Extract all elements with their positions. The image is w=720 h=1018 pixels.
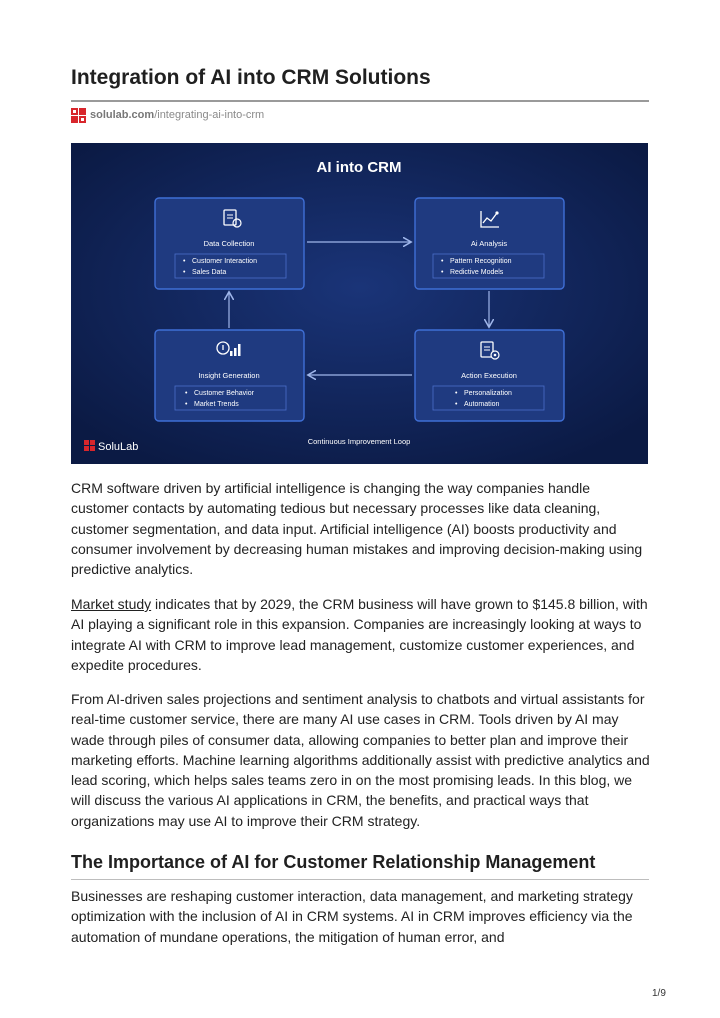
section-divider	[71, 879, 649, 880]
paragraph-text: indicates that by 2029, the CRM business will have grown to $145.8 billion, with AI playing a significant role in this expansion. Companies are increasingly looking at ways to integrate AI with CRM to improve lead management, customize customer experiences, and expedite procedures.	[71, 596, 648, 673]
brand-name: SoluLab	[98, 441, 139, 453]
page-number: 1/9	[652, 988, 666, 999]
box-title: Action Execution	[461, 371, 517, 380]
bullet-icon: •	[455, 401, 458, 408]
box-data-collection	[155, 198, 304, 289]
bullet-icon: •	[441, 269, 444, 276]
bullet-icon: •	[183, 258, 186, 265]
section-heading: The Importance of AI for Customer Relationship Management	[71, 852, 596, 872]
box-item: Customer Behavior	[194, 390, 254, 397]
box-item: Pattern Recognition	[450, 258, 512, 265]
bullet-icon: •	[185, 390, 188, 397]
box-item: Personalization	[464, 390, 512, 397]
box-item: Sales Data	[192, 269, 227, 276]
box-ai-analysis	[415, 198, 564, 289]
diagram-caption: Continuous Improvement Loop	[307, 437, 411, 446]
box-title: Data Collection	[203, 239, 255, 248]
bullet-icon: •	[455, 390, 458, 397]
paragraph: Businesses are reshaping customer interaction, data management, and marketing strategy optimization with the inclusion of AI in CRM systems. AI in CRM improves efficiency via the automation of mundane operations, the mitigation of human error, and	[71, 888, 633, 945]
source-domain[interactable]: solulab.com	[90, 109, 155, 121]
page-title: Integration of AI into CRM Solutions	[71, 66, 431, 89]
box-title: Insight Generation	[198, 371, 260, 380]
diagram-heading: AI into CRM	[316, 159, 402, 176]
ai-crm-diagram	[71, 143, 648, 464]
bullet-icon: •	[183, 269, 186, 276]
solulab-logo-icon	[71, 108, 86, 123]
box-item: Automation	[464, 401, 500, 408]
box-item: Customer Interaction	[192, 258, 257, 265]
box-insight-generation	[155, 330, 304, 421]
box-title: Ai Analysis	[470, 239, 508, 248]
market-study-link[interactable]: Market study	[71, 596, 152, 612]
box-item: Market Trends	[194, 401, 239, 408]
bullet-icon: •	[185, 401, 188, 408]
bullet-icon: •	[441, 258, 444, 265]
source-path[interactable]: /integrating-ai-into-crm	[154, 109, 265, 121]
paragraph	[71, 594, 651, 675]
box-item: Redictive Models	[450, 269, 504, 276]
paragraph: CRM software driven by artificial intelligence is changing the way companies handle customer contacts by automating tedious but necessary processes like data cleaning, customer segmentation, and data input. Artificial intelligence (AI) boosts productivity and consumer involvement by decreasing human mistakes and improving decision-making using predictive analytics.	[71, 480, 643, 578]
source-line	[71, 107, 264, 123]
paragraph: From AI-driven sales projections and sentiment analysis to chatbots and virtual assistants for real-time customer service, there are many AI use cases in CRM. Tools driven by AI may wade through piles of consumer data, allowing companies to better plan and improve their marketing efforts. Machine learning algorithms additionally assist with predictive analytics and lead scoring, which helps sales teams zero in on the most promising leads. In this blog, we will discuss the various AI applications in CRM, the benefits, and practical ways that organizations may use AI to improve their CRM strategy.	[71, 691, 650, 829]
box-action-execution	[415, 330, 564, 421]
title-divider	[71, 100, 649, 102]
